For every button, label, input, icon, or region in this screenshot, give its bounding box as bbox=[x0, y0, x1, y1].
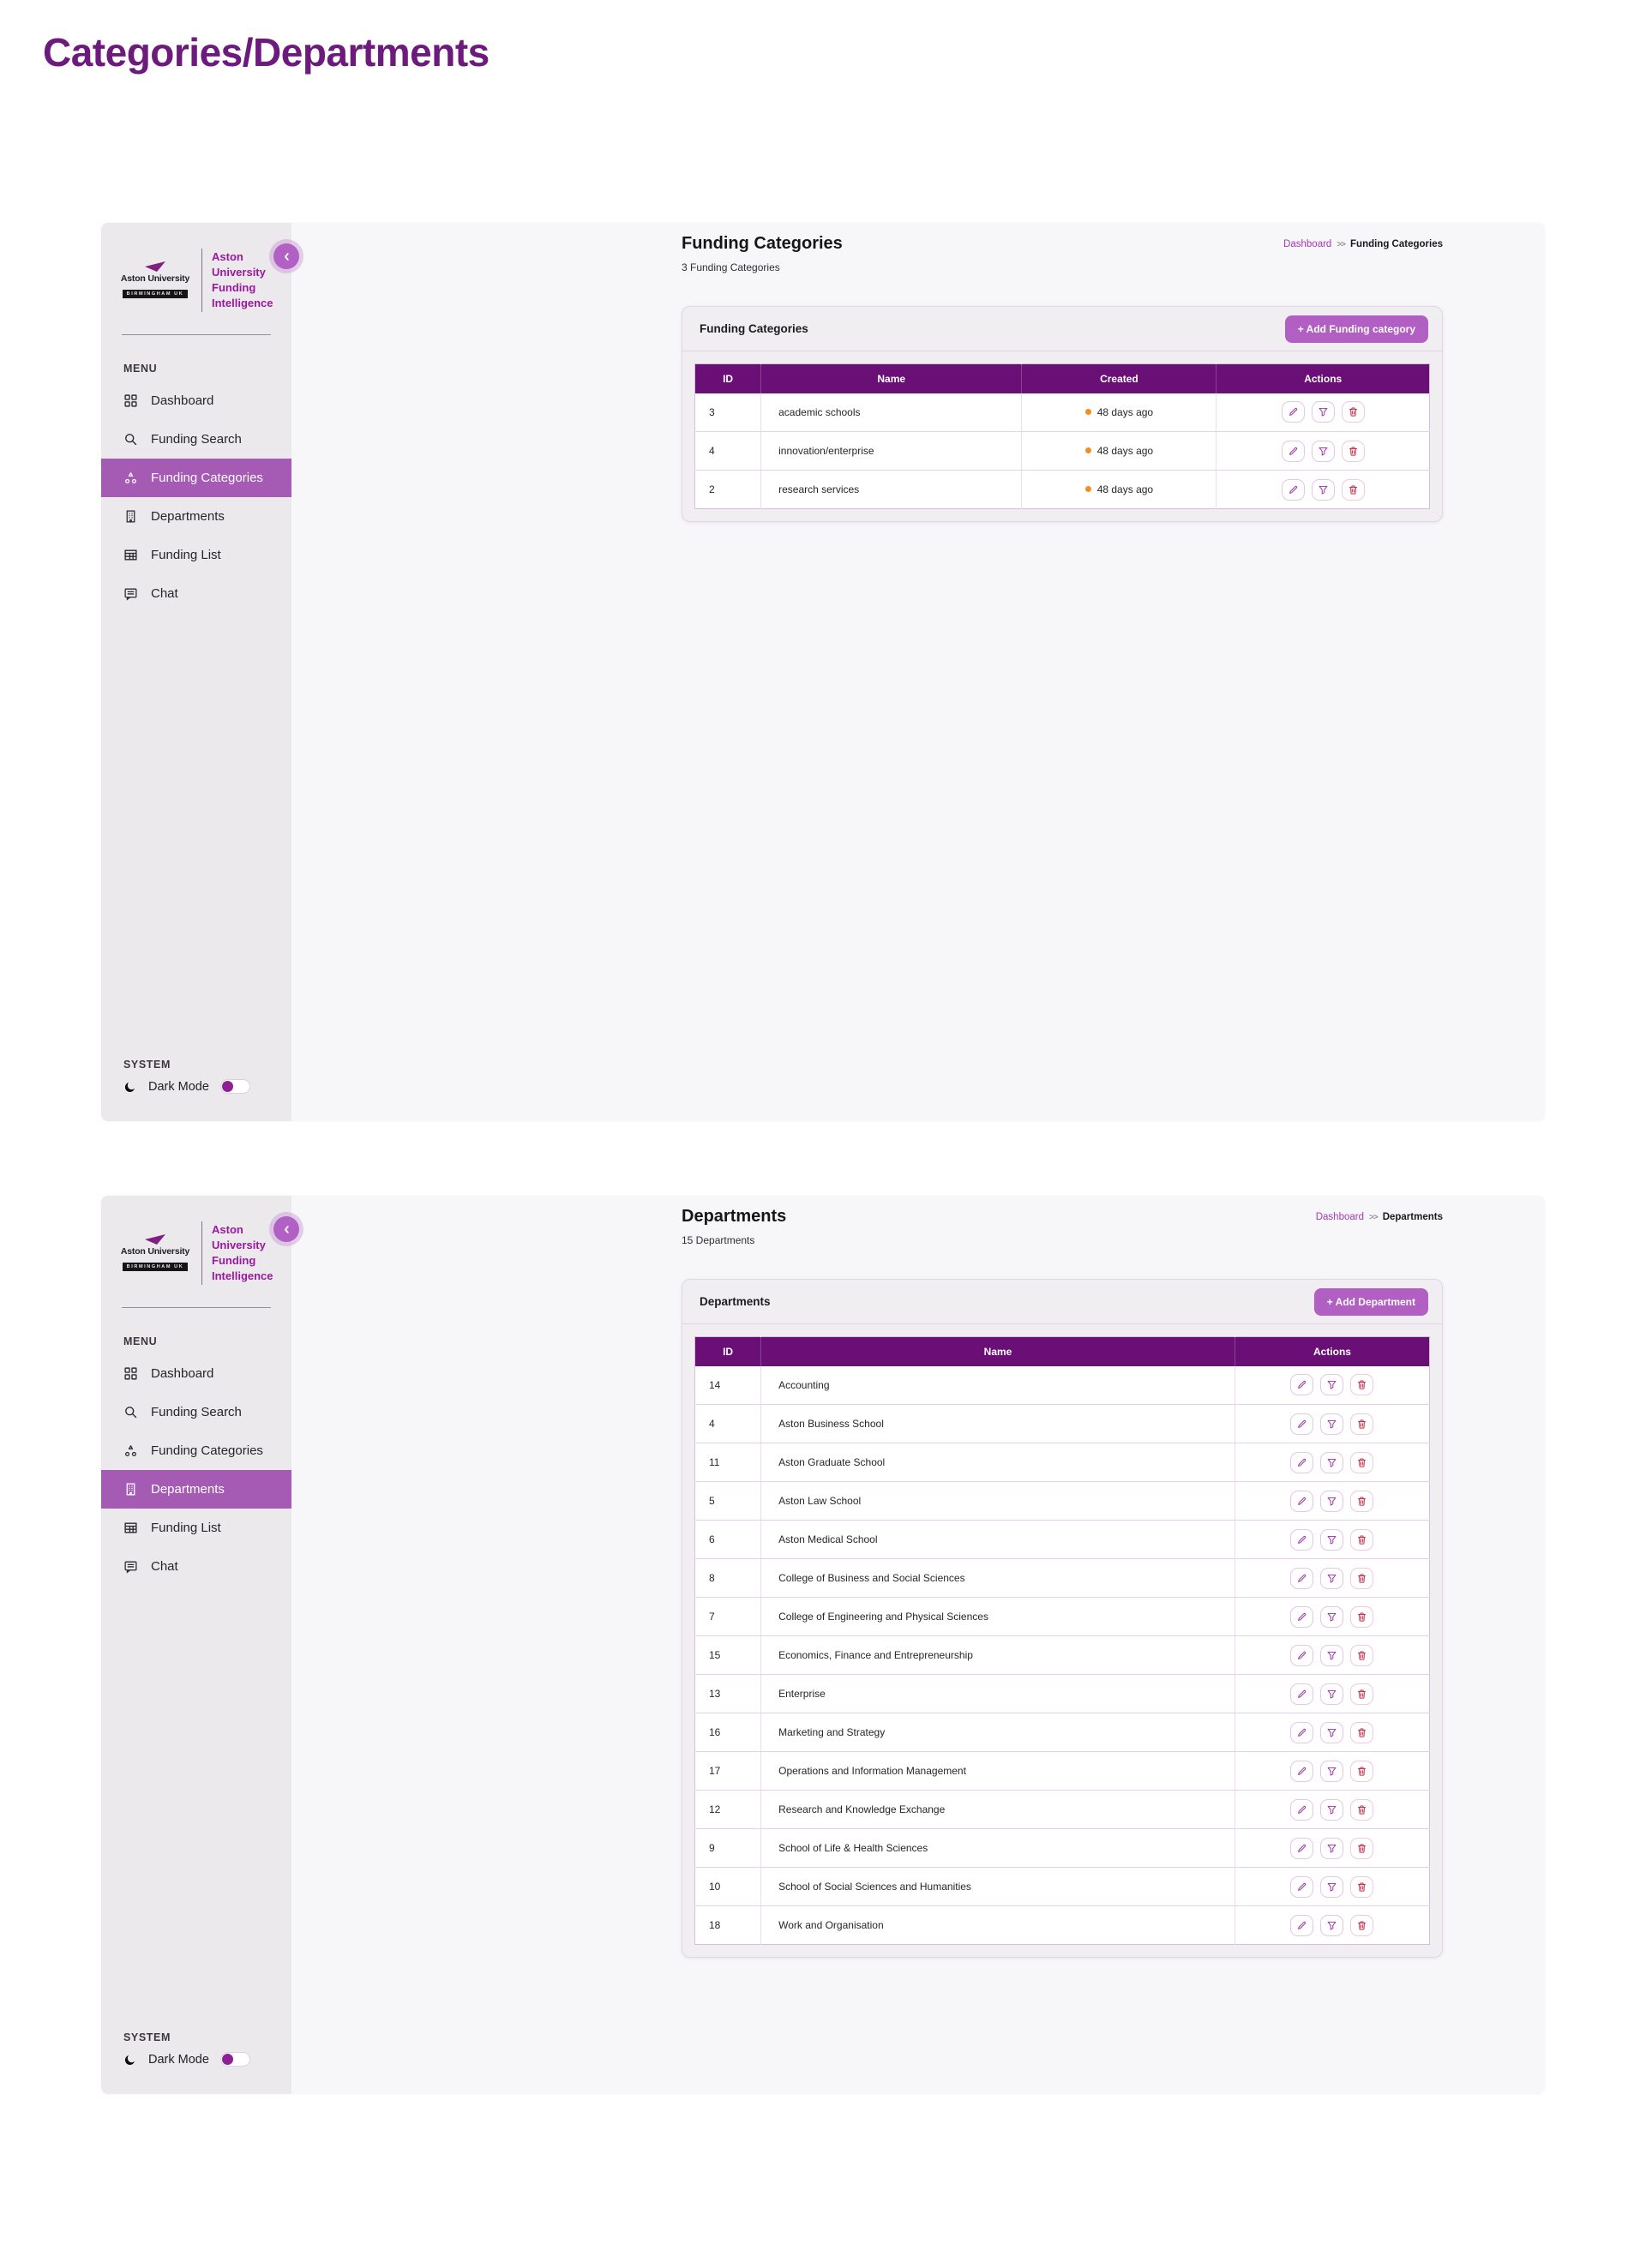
breadcrumb bbox=[1316, 1212, 1443, 1222]
pencil-icon bbox=[1296, 1611, 1307, 1623]
delete-button[interactable] bbox=[1350, 1452, 1373, 1473]
funnel-icon bbox=[1326, 1457, 1337, 1468]
cell-id: 9 bbox=[695, 1829, 761, 1868]
cell-actions bbox=[1234, 1675, 1429, 1713]
pencil-icon bbox=[1296, 1843, 1307, 1854]
pencil-icon bbox=[1296, 1766, 1307, 1777]
cell-id: 3 bbox=[695, 393, 761, 432]
logo-badge: BIRMINGHAM UK bbox=[123, 1263, 189, 1271]
funnel-icon bbox=[1326, 1804, 1337, 1815]
cell-actions bbox=[1234, 1443, 1429, 1482]
cell-id: 14 bbox=[695, 1366, 761, 1405]
pencil-icon bbox=[1288, 484, 1299, 495]
cell-actions bbox=[1216, 432, 1430, 471]
pencil-icon bbox=[1296, 1650, 1307, 1661]
table-row bbox=[695, 1405, 1430, 1443]
trash-icon bbox=[1356, 1766, 1367, 1777]
departments-card bbox=[682, 1279, 1443, 1958]
cell-actions bbox=[1234, 1791, 1429, 1829]
table-row bbox=[695, 471, 1430, 509]
table-row bbox=[695, 393, 1430, 432]
sidebar-item-label: Dashboard bbox=[151, 393, 214, 408]
table-row bbox=[695, 1521, 1430, 1559]
brand-divider bbox=[201, 1221, 202, 1285]
pencil-icon bbox=[1296, 1534, 1307, 1545]
table-row bbox=[695, 432, 1430, 471]
sidebar-item-funding-list[interactable] bbox=[101, 536, 291, 574]
cell-name: School of Life & Health Sciences bbox=[761, 1829, 1235, 1868]
table-row bbox=[695, 1713, 1430, 1752]
aston-university-logo bbox=[118, 1234, 192, 1272]
delete-button[interactable] bbox=[1350, 1683, 1373, 1705]
sidebar-item-funding-categories[interactable] bbox=[101, 459, 291, 497]
trash-icon bbox=[1348, 406, 1359, 417]
delete-button[interactable] bbox=[1350, 1374, 1373, 1395]
sidebar-collapse-button[interactable] bbox=[273, 243, 299, 269]
cell-actions bbox=[1216, 393, 1430, 432]
table-row bbox=[695, 1791, 1430, 1829]
moon-icon bbox=[124, 1080, 137, 1093]
sidebar bbox=[101, 223, 291, 1121]
cell-id: 13 bbox=[695, 1675, 761, 1713]
delete-button[interactable] bbox=[1342, 479, 1365, 501]
edit-button[interactable] bbox=[1290, 1413, 1313, 1435]
column-header-name: Name bbox=[761, 1337, 1235, 1366]
pencil-icon bbox=[1296, 1689, 1307, 1700]
system-section-label: SYSTEM bbox=[123, 2031, 171, 2043]
add-department-button[interactable]: + Add Department bbox=[1314, 1288, 1428, 1316]
pencil-icon bbox=[1296, 1881, 1307, 1893]
sidebar-item-label: Funding Search bbox=[151, 432, 242, 447]
cell-name: School of Social Sciences and Humanities bbox=[761, 1868, 1235, 1906]
sidebar-item-dashboard[interactable] bbox=[101, 381, 291, 420]
trash-icon bbox=[1356, 1689, 1367, 1700]
screen-subtitle: 3 Funding Categories bbox=[682, 261, 780, 273]
funnel-icon bbox=[1326, 1920, 1337, 1931]
sidebar-item-label: Departments bbox=[151, 1482, 225, 1497]
trash-icon bbox=[1356, 1379, 1367, 1390]
chevron-left-icon bbox=[281, 251, 292, 262]
delete-button[interactable] bbox=[1350, 1491, 1373, 1512]
cell-actions bbox=[1234, 1405, 1429, 1443]
cell-id: 7 bbox=[695, 1598, 761, 1636]
breadcrumb-current: Funding Categories bbox=[1350, 239, 1443, 249]
sidebar-item-label: Chat bbox=[151, 1559, 178, 1574]
breadcrumb-current: Departments bbox=[1382, 1212, 1443, 1222]
funnel-icon bbox=[1326, 1650, 1337, 1661]
cell-name: academic schools bbox=[761, 393, 1022, 432]
edit-button[interactable] bbox=[1290, 1606, 1313, 1628]
sidebar-menu bbox=[101, 1354, 291, 1586]
delete-button[interactable] bbox=[1342, 401, 1365, 423]
sidebar-item-funding-search[interactable] bbox=[101, 1393, 291, 1431]
sidebar-item-label: Funding Search bbox=[151, 1405, 242, 1419]
sidebar-item-funding-search[interactable] bbox=[101, 420, 291, 459]
screen-title: Departments bbox=[682, 1207, 787, 1226]
trash-icon bbox=[1356, 1650, 1367, 1661]
pencil-icon bbox=[1288, 406, 1299, 417]
trash-icon bbox=[1356, 1881, 1367, 1893]
filter-button[interactable] bbox=[1312, 479, 1335, 501]
chevron-left-icon bbox=[281, 1224, 292, 1235]
pencil-icon bbox=[1296, 1727, 1307, 1738]
sidebar-item-label: Funding Categories bbox=[151, 471, 263, 485]
table-row bbox=[695, 1829, 1430, 1868]
edit-button[interactable] bbox=[1282, 479, 1305, 501]
filter-button[interactable] bbox=[1320, 1876, 1343, 1898]
delete-button[interactable] bbox=[1350, 1568, 1373, 1589]
cell-name: research services bbox=[761, 471, 1022, 509]
building-icon bbox=[123, 509, 138, 524]
filter-button[interactable] bbox=[1320, 1683, 1343, 1705]
edit-button[interactable] bbox=[1290, 1452, 1313, 1473]
breadcrumb-dashboard-link[interactable]: Dashboard bbox=[1283, 239, 1332, 249]
table-row bbox=[695, 1598, 1430, 1636]
funnel-icon bbox=[1326, 1534, 1337, 1545]
trash-icon bbox=[1356, 1457, 1367, 1468]
delete-button[interactable] bbox=[1350, 1876, 1373, 1898]
menu-section-label: MENU bbox=[123, 363, 158, 375]
logo-triangle-icon bbox=[144, 261, 166, 273]
cell-id: 4 bbox=[695, 1405, 761, 1443]
edit-button[interactable] bbox=[1290, 1876, 1313, 1898]
cell-name: Economics, Finance and Entrepreneurship bbox=[761, 1636, 1235, 1675]
categories-sitemap-icon bbox=[123, 471, 138, 485]
dashboard-grid-icon bbox=[123, 393, 138, 408]
trash-icon bbox=[1356, 1534, 1367, 1545]
sidebar-item-label: Funding List bbox=[151, 1521, 221, 1535]
edit-button[interactable] bbox=[1290, 1722, 1313, 1743]
delete-button[interactable] bbox=[1350, 1722, 1373, 1743]
status-dot bbox=[1085, 409, 1091, 415]
funnel-icon bbox=[1326, 1689, 1337, 1700]
filter-button[interactable] bbox=[1320, 1722, 1343, 1743]
status-dot bbox=[1085, 486, 1091, 492]
filter-button[interactable] bbox=[1320, 1374, 1343, 1395]
sidebar bbox=[101, 1196, 291, 2094]
cell-created: 48 days ago bbox=[1022, 393, 1216, 432]
pencil-icon bbox=[1296, 1573, 1307, 1584]
funding-categories-card bbox=[682, 306, 1443, 522]
system-section-label: SYSTEM bbox=[123, 1059, 171, 1071]
edit-button[interactable] bbox=[1290, 1374, 1313, 1395]
trash-icon bbox=[1356, 1804, 1367, 1815]
filter-button[interactable] bbox=[1320, 1799, 1343, 1821]
dashboard-grid-icon bbox=[123, 1366, 138, 1381]
filter-button[interactable] bbox=[1320, 1645, 1343, 1666]
sidebar-item-chat[interactable] bbox=[101, 1547, 291, 1586]
cell-actions bbox=[1234, 1559, 1429, 1598]
sidebar-divider bbox=[122, 1307, 271, 1308]
funnel-icon bbox=[1326, 1881, 1337, 1893]
logo-triangle-icon bbox=[144, 1234, 166, 1245]
funnel-icon bbox=[1318, 446, 1329, 457]
cell-name: College of Business and Social Sciences bbox=[761, 1559, 1235, 1598]
search-icon bbox=[123, 432, 138, 447]
edit-button[interactable] bbox=[1290, 1799, 1313, 1821]
pencil-icon bbox=[1296, 1457, 1307, 1468]
funnel-icon bbox=[1318, 484, 1329, 495]
trash-icon bbox=[1356, 1573, 1367, 1584]
status-dot bbox=[1085, 447, 1091, 453]
funnel-icon bbox=[1318, 406, 1329, 417]
cell-name: Marketing and Strategy bbox=[761, 1713, 1235, 1752]
filter-button[interactable] bbox=[1320, 1606, 1343, 1628]
funnel-icon bbox=[1326, 1727, 1337, 1738]
categories-sitemap-icon bbox=[123, 1443, 138, 1458]
trash-icon bbox=[1348, 484, 1359, 495]
cell-created: 48 days ago bbox=[1022, 471, 1216, 509]
page-title: Categories/Departments bbox=[43, 30, 490, 75]
cell-id: 2 bbox=[695, 471, 761, 509]
cell-id: 8 bbox=[695, 1559, 761, 1598]
cell-actions bbox=[1234, 1752, 1429, 1791]
pencil-icon bbox=[1296, 1419, 1307, 1430]
funnel-icon bbox=[1326, 1379, 1337, 1390]
cell-id: 11 bbox=[695, 1443, 761, 1482]
column-header-actions: Actions bbox=[1216, 364, 1430, 393]
main-content bbox=[291, 1196, 1545, 2094]
column-header-id: ID bbox=[695, 364, 761, 393]
cell-name: Operations and Information Management bbox=[761, 1752, 1235, 1791]
edit-button[interactable] bbox=[1282, 401, 1305, 423]
trash-icon bbox=[1356, 1920, 1367, 1931]
edit-button[interactable] bbox=[1290, 1683, 1313, 1705]
dark-mode-toggle[interactable] bbox=[220, 2052, 250, 2067]
card-title: Funding Categories bbox=[700, 322, 808, 335]
funnel-icon bbox=[1326, 1419, 1337, 1430]
trash-icon bbox=[1356, 1496, 1367, 1507]
table-icon bbox=[123, 1521, 138, 1535]
edit-button[interactable] bbox=[1290, 1568, 1313, 1589]
cell-name: Enterprise bbox=[761, 1675, 1235, 1713]
brand bbox=[101, 223, 291, 329]
trash-icon bbox=[1356, 1419, 1367, 1430]
breadcrumb-separator: >> bbox=[1369, 1212, 1378, 1222]
table-row bbox=[695, 1482, 1430, 1521]
delete-button[interactable] bbox=[1350, 1413, 1373, 1435]
filter-button[interactable] bbox=[1320, 1413, 1343, 1435]
sidebar-item-funding-list[interactable] bbox=[101, 1509, 291, 1547]
edit-button[interactable] bbox=[1290, 1915, 1313, 1936]
funnel-icon bbox=[1326, 1843, 1337, 1854]
sidebar-item-label: Funding Categories bbox=[151, 1443, 263, 1458]
table-row bbox=[695, 1443, 1430, 1482]
sidebar-item-departments[interactable] bbox=[101, 497, 291, 536]
sidebar-collapse-button[interactable] bbox=[273, 1216, 299, 1242]
trash-icon bbox=[1348, 446, 1359, 457]
building-icon bbox=[123, 1482, 138, 1497]
breadcrumb-separator: >> bbox=[1337, 239, 1346, 249]
cell-name: Aston Law School bbox=[761, 1482, 1235, 1521]
funding-categories-table bbox=[694, 363, 1430, 509]
table-icon bbox=[123, 548, 138, 562]
filter-button[interactable] bbox=[1320, 1838, 1343, 1859]
sidebar-item-label: Funding List bbox=[151, 548, 221, 562]
sidebar-item-label: Dashboard bbox=[151, 1366, 214, 1381]
cell-actions bbox=[1234, 1598, 1429, 1636]
filter-button[interactable] bbox=[1320, 1568, 1343, 1589]
card-title: Departments bbox=[700, 1295, 771, 1308]
dark-mode-toggle[interactable] bbox=[220, 1079, 250, 1094]
cell-created: 48 days ago bbox=[1022, 432, 1216, 471]
cell-id: 15 bbox=[695, 1636, 761, 1675]
dark-mode-row bbox=[101, 2052, 291, 2067]
aston-university-logo bbox=[118, 261, 192, 299]
cell-actions bbox=[1216, 471, 1430, 509]
sidebar-item-departments[interactable] bbox=[101, 1470, 291, 1509]
logo-name: Aston University bbox=[120, 273, 190, 284]
cell-id: 10 bbox=[695, 1868, 761, 1906]
sidebar-menu bbox=[101, 381, 291, 613]
cell-id: 5 bbox=[695, 1482, 761, 1521]
cell-actions bbox=[1234, 1521, 1429, 1559]
chat-bubble-icon bbox=[123, 1559, 138, 1574]
delete-button[interactable] bbox=[1350, 1529, 1373, 1551]
breadcrumb bbox=[1283, 239, 1443, 249]
funnel-icon bbox=[1326, 1496, 1337, 1507]
pencil-icon bbox=[1296, 1920, 1307, 1931]
trash-icon bbox=[1356, 1611, 1367, 1623]
table-header-row bbox=[695, 364, 1430, 393]
chat-bubble-icon bbox=[123, 586, 138, 601]
cell-actions bbox=[1234, 1482, 1429, 1521]
column-header-id: ID bbox=[695, 1337, 761, 1366]
edit-button[interactable] bbox=[1290, 1761, 1313, 1782]
column-header-created: Created bbox=[1022, 364, 1216, 393]
cell-name: Work and Organisation bbox=[761, 1906, 1235, 1945]
table-row bbox=[695, 1752, 1430, 1791]
edit-button[interactable] bbox=[1290, 1491, 1313, 1512]
filter-button[interactable] bbox=[1320, 1761, 1343, 1782]
pencil-icon bbox=[1296, 1804, 1307, 1815]
cell-actions bbox=[1234, 1868, 1429, 1906]
cell-id: 16 bbox=[695, 1713, 761, 1752]
column-header-actions: Actions bbox=[1234, 1337, 1429, 1366]
sidebar-item-funding-categories[interactable] bbox=[101, 1431, 291, 1470]
funnel-icon bbox=[1326, 1573, 1337, 1584]
menu-section-label: MENU bbox=[123, 1335, 158, 1347]
cell-name: Aston Graduate School bbox=[761, 1443, 1235, 1482]
delete-button[interactable] bbox=[1342, 441, 1365, 462]
toggle-knob bbox=[222, 1081, 233, 1092]
app-name: Aston University Funding Intelligence bbox=[212, 1222, 273, 1283]
edit-button[interactable] bbox=[1282, 441, 1305, 462]
breadcrumb-dashboard-link[interactable]: Dashboard bbox=[1315, 1212, 1364, 1222]
moon-icon bbox=[124, 2053, 137, 2066]
table-row bbox=[695, 1559, 1430, 1598]
cell-name: College of Engineering and Physical Sciences bbox=[761, 1598, 1235, 1636]
logo-name: Aston University bbox=[120, 1246, 190, 1257]
toggle-knob bbox=[222, 2054, 233, 2065]
filter-button[interactable] bbox=[1312, 401, 1335, 423]
trash-icon bbox=[1356, 1843, 1367, 1854]
screen-title: Funding Categories bbox=[682, 234, 843, 253]
cell-actions bbox=[1234, 1906, 1429, 1945]
sidebar-item-chat[interactable] bbox=[101, 574, 291, 613]
filter-button[interactable] bbox=[1320, 1529, 1343, 1551]
delete-button[interactable] bbox=[1350, 1606, 1373, 1628]
delete-button[interactable] bbox=[1350, 1838, 1373, 1859]
table-row bbox=[695, 1906, 1430, 1945]
delete-button[interactable] bbox=[1350, 1915, 1373, 1936]
delete-button[interactable] bbox=[1350, 1761, 1373, 1782]
cell-actions bbox=[1234, 1636, 1429, 1675]
cell-name: innovation/enterprise bbox=[761, 432, 1022, 471]
add-funding-category-button[interactable]: + Add Funding category bbox=[1285, 315, 1428, 343]
sidebar-item-label: Chat bbox=[151, 586, 178, 601]
funnel-icon bbox=[1326, 1611, 1337, 1623]
edit-button[interactable] bbox=[1290, 1838, 1313, 1859]
edit-button[interactable] bbox=[1290, 1529, 1313, 1551]
funnel-icon bbox=[1326, 1766, 1337, 1777]
filter-button[interactable] bbox=[1320, 1452, 1343, 1473]
cell-actions bbox=[1234, 1366, 1429, 1405]
sidebar-divider bbox=[122, 334, 271, 335]
brand-divider bbox=[201, 249, 202, 312]
cell-id: 4 bbox=[695, 432, 761, 471]
app-name: Aston University Funding Intelligence bbox=[212, 249, 273, 310]
cell-id: 6 bbox=[695, 1521, 761, 1559]
main-content bbox=[291, 223, 1545, 1121]
cell-id: 17 bbox=[695, 1752, 761, 1791]
trash-icon bbox=[1356, 1727, 1367, 1738]
edit-button[interactable] bbox=[1290, 1645, 1313, 1666]
pencil-icon bbox=[1288, 446, 1299, 457]
filter-button[interactable] bbox=[1320, 1491, 1343, 1512]
brand bbox=[101, 1196, 291, 1302]
dark-mode-label: Dark Mode bbox=[148, 1079, 209, 1094]
table-row bbox=[695, 1366, 1430, 1405]
cell-id: 18 bbox=[695, 1906, 761, 1945]
sidebar-item-dashboard[interactable] bbox=[101, 1354, 291, 1393]
delete-button[interactable] bbox=[1350, 1799, 1373, 1821]
pencil-icon bbox=[1296, 1379, 1307, 1390]
cell-name: Aston Medical School bbox=[761, 1521, 1235, 1559]
sidebar-item-label: Departments bbox=[151, 509, 225, 524]
logo-badge: BIRMINGHAM UK bbox=[123, 290, 189, 298]
cell-actions bbox=[1234, 1829, 1429, 1868]
filter-button[interactable] bbox=[1312, 441, 1335, 462]
delete-button[interactable] bbox=[1350, 1645, 1373, 1666]
departments-table bbox=[694, 1336, 1430, 1945]
dark-mode-row bbox=[101, 1079, 291, 1094]
screen-subtitle: 15 Departments bbox=[682, 1234, 755, 1246]
pencil-icon bbox=[1296, 1496, 1307, 1507]
table-row bbox=[695, 1636, 1430, 1675]
column-header-name: Name bbox=[761, 364, 1022, 393]
table-header-row bbox=[695, 1337, 1430, 1366]
cell-actions bbox=[1234, 1713, 1429, 1752]
cell-name: Accounting bbox=[761, 1366, 1235, 1405]
funding-categories-screenshot bbox=[101, 223, 1545, 1121]
search-icon bbox=[123, 1405, 138, 1419]
table-row bbox=[695, 1868, 1430, 1906]
cell-name: Aston Business School bbox=[761, 1405, 1235, 1443]
departments-screenshot bbox=[101, 1196, 1545, 2094]
filter-button[interactable] bbox=[1320, 1915, 1343, 1936]
dark-mode-label: Dark Mode bbox=[148, 2052, 209, 2067]
table-row bbox=[695, 1675, 1430, 1713]
cell-name: Research and Knowledge Exchange bbox=[761, 1791, 1235, 1829]
cell-id: 12 bbox=[695, 1791, 761, 1829]
